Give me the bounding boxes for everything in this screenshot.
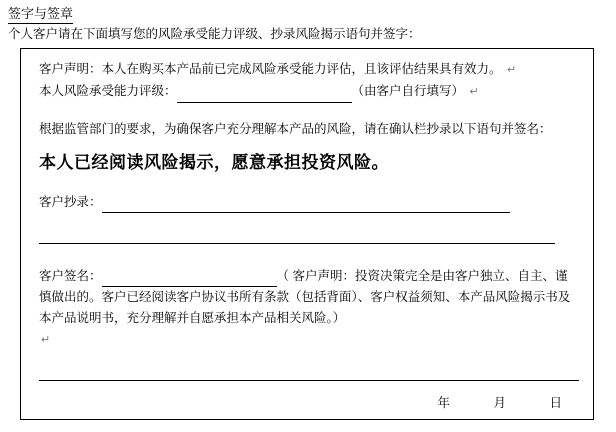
spacer — [39, 176, 579, 192]
declaration-line — [39, 59, 579, 81]
transcribe-label: 客户抄录： — [39, 195, 102, 209]
transcribe-line — [39, 192, 579, 213]
signature-line — [39, 266, 579, 329]
rating-label: 本人风险承受能力评级： — [39, 84, 177, 98]
rating-hint: （由客户自行填写） — [351, 84, 465, 98]
trailing-mark-line — [39, 329, 579, 351]
intro-text — [8, 26, 421, 43]
requirement-line — [39, 119, 579, 140]
declaration-text: 客户声明：本人在购买本产品前已完成风险承受能力评估，且该评估结果具有效力。 — [39, 62, 502, 76]
transcribe-input-1[interactable] — [102, 198, 510, 213]
spacer — [39, 244, 579, 266]
paragraph-mark-icon: ↵ — [507, 64, 517, 76]
date-day-label: 日 — [549, 396, 563, 410]
rating-line — [39, 81, 579, 103]
paragraph-mark-icon: ↵ — [469, 86, 479, 98]
signature-label: 客户签名： — [39, 269, 102, 283]
signature-box-content — [39, 59, 579, 351]
paragraph-mark-icon: ↵ — [41, 334, 51, 346]
date-row — [399, 393, 563, 411]
intro-label: 个人客户请在下面填写您的风险承受能力评级、抄录风险揭示语句并签字： — [8, 27, 421, 41]
footer-divider — [39, 380, 579, 381]
spacer — [39, 213, 579, 223]
date-month-label: 月 — [493, 396, 507, 410]
signature-input[interactable] — [102, 272, 277, 287]
transcribe-input-2[interactable] — [39, 229, 555, 244]
section-title: 签字与签章 — [8, 6, 73, 24]
requirement-text: 根据监管部门的要求，为确保客户充分理解本产品的风险，请在确认栏抄录以下语句并签名： — [39, 122, 552, 136]
spacer — [39, 140, 579, 150]
date-year-label: 年 — [437, 396, 451, 410]
signature-box — [20, 48, 594, 420]
signature-note: （ 客户声明：投资决策完全是由客户独立、自主、谨慎做出的。客户已经阅读客户协议书所有条款（包括背面）、客户权益须知、本产品风险揭示书及本产品说明书，充分理解并自愿承担本产品相关风险。） — [39, 269, 571, 325]
spacer — [39, 103, 579, 119]
risk-statement: 本人已经阅读风险揭示，愿意承担投资风险。 — [39, 153, 389, 172]
rating-input[interactable] — [177, 88, 352, 103]
transcribe-line-2 — [39, 223, 579, 244]
